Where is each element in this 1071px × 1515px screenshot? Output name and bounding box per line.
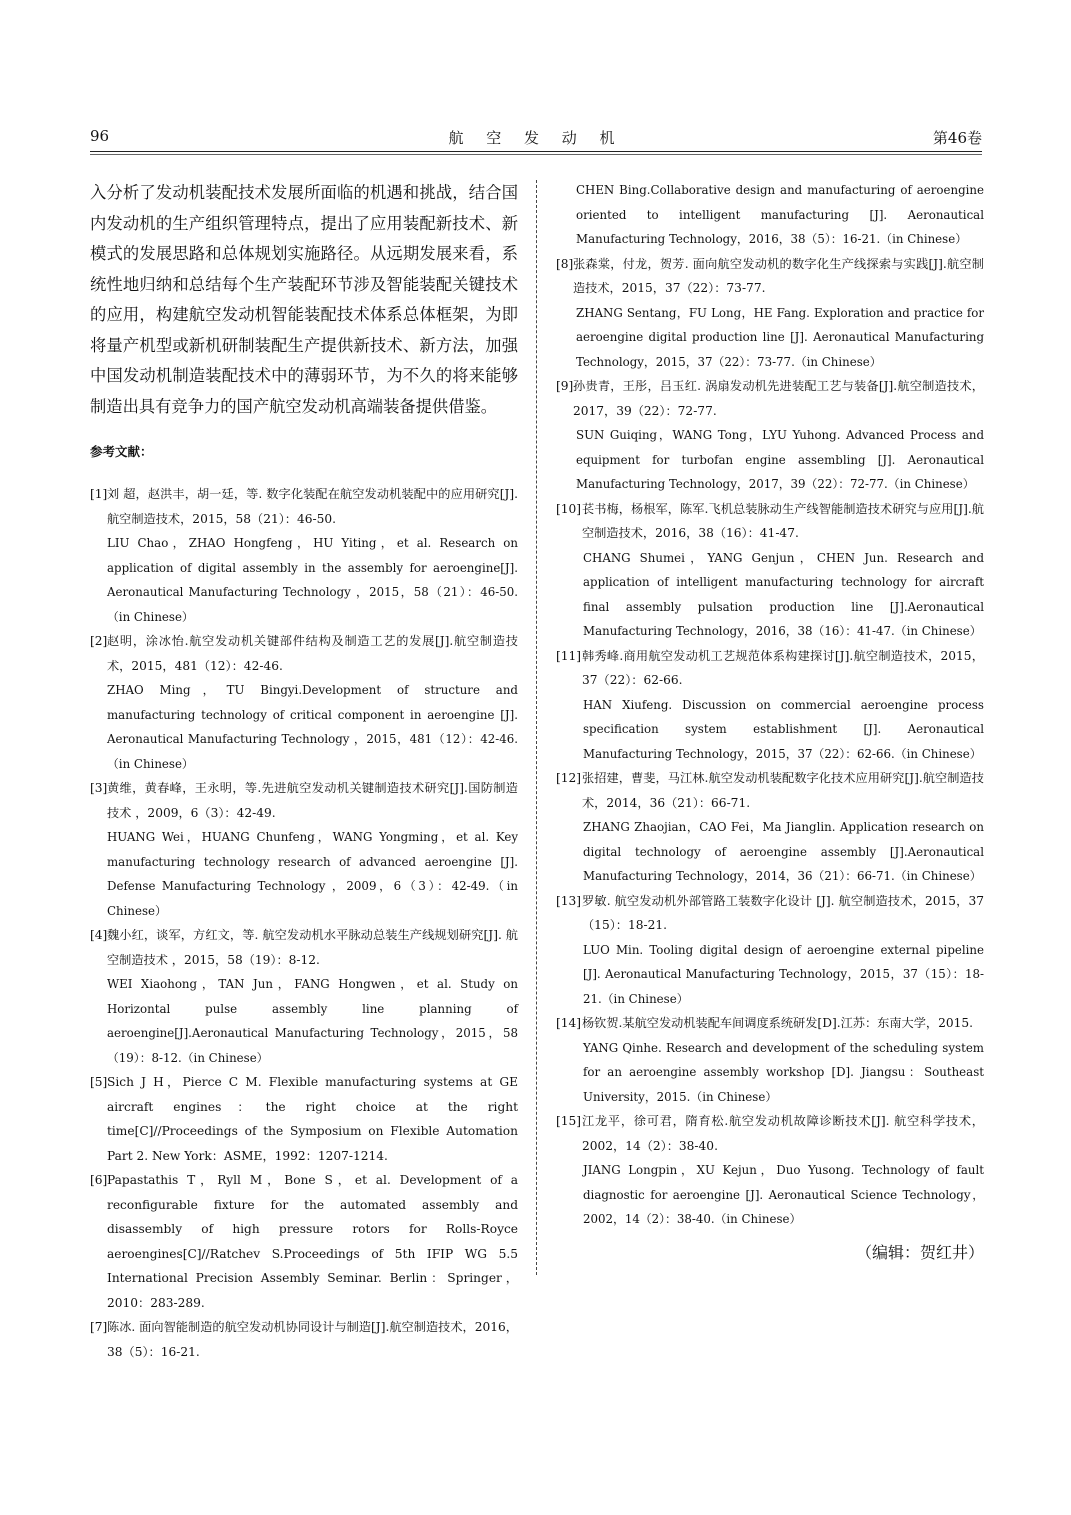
reference-number: [11]: [556, 648, 582, 663]
reference-en: WEI Xiaohong，TAN Jun，FANG Hongwen，et al. Study on Horizontal pulse assembly line planning of aeroengine[J].Aeronautical Manufacturing Technology，2015，58（19）：8-12.（in Chinese）: [107, 977, 518, 1065]
reference-item: [556, 1011, 984, 1109]
reference-cn: 江龙平，徐可君，隋育松.航空发动机故障诊断技术[J]. 航空科学技术，2002，14（2）：38-40.: [582, 1114, 984, 1153]
reference-en: SUN Guiqing，WANG Tong，LYU Yuhong. Advanced Process and equipment for turbofan engine assembling [J]. Aeronautical Manufacturing Technology，2017，39（22）：72-77.（in Chinese）: [576, 428, 984, 491]
reference-number: [8]: [556, 256, 574, 271]
reference-continuation: [556, 178, 984, 252]
reference-cn: 孙贵青，王彤，吕玉红. 涡扇发动机先进装配工艺与装备[J].航空制造技术，2017，39（22）：72-77.: [573, 379, 984, 418]
reference-en: ZHANG Sentang，FU Long，HE Fang. Exploration and practice for aeroengine digital production line [J]. Aeronautical Manufacturing Technology，2015，37（22）：73-77.（in Chinese）: [576, 305, 984, 369]
reference-number: [12]: [556, 771, 582, 785]
reference-en: CHANG Shumei，YANG Genjun，CHEN Jun. Research and application of intelligent manufacturing technology for aircraft final assembly pulsation production line [J].Aeronautical Manufacturing Technology，2016，38（16）：41-47.（in Chinese）: [583, 550, 984, 638]
reference-item: [90, 1168, 518, 1315]
reference-cn: 张森棠，付龙，贺芳. 面向航空发动机的数字化生产线探索与实践[J].航空制造技术，2015，37（22）：73-77.: [573, 256, 984, 295]
reference-number: [10]: [556, 501, 582, 516]
reference-item: [90, 629, 518, 776]
reference-number: [3]: [90, 781, 108, 795]
reference-number: [5]: [90, 1075, 108, 1089]
right-column: [556, 178, 984, 1263]
reference-item: [556, 497, 984, 644]
reference-item: [90, 1070, 518, 1168]
reference-cn: 张招建，曹斐，马江林.航空发动机装配数字化技术应用研究[J].航空制造技术，2014，36（21）：66-71.: [582, 771, 984, 810]
reference-item: [556, 252, 984, 375]
reference-item: [90, 1315, 518, 1364]
reference-number: [13]: [556, 893, 582, 908]
reference-en: JIANG Longpin，XU Kejun，Duo Yusong. Technology of fault diagnostic for aeroengine [J]. Aeronautical Science Technology，2002，14（2）：38-40.（in Chinese）: [583, 1163, 984, 1226]
reference-en: HUANG Wei，HUANG Chunfeng，WANG Yongming，et al. Key manufacturing technology research of advanced aeroengine [J]. Defense Manufacturing Technology ，2009，6（3）：42-49.（in Chinese）: [107, 830, 518, 918]
running-header: [90, 127, 982, 151]
reference-item: [556, 766, 984, 889]
reference-number: [9]: [556, 379, 574, 393]
page-number: 96: [90, 127, 110, 145]
body-paragraph: 入分析了发动机装配技术发展所面临的机遇和挑战，结合国内发动机的生产组织管理特点，提出了应用装配新技术、新模式的发展思路和总体规划实施路径。从远期发展来看，系统性地归纳和总结每个生产装配环节涉及智能装配关键技术的应用，构建航空发动机智能装配技术体系总体框架，为即将量产机型或新机研制装配生产提供新技术、新方法，加强中国发动机制造装配技术中的薄弱环节，为不久的将来能够制造出具有竞争力的国产航空发动机高端装备提供借鉴。: [90, 183, 518, 416]
reference-cn: 陈冰. 面向智能制造的航空发动机协同设计与制造[J].航空制造技术，2016，38（5）：16-21.: [107, 1320, 518, 1359]
reference-en: YANG Qinhe. Research and development of the scheduling system for an aeroengine assembly workshop [D]. Jiangsu：Southeast University，2015.（in Chinese）: [583, 1040, 984, 1104]
reference-item: [556, 374, 984, 497]
reference-cn: 刘 超，赵洪丰，胡一廷，等. 数字化装配在航空发动机装配中的应用研究[J].航空制造技术，2015，58（21）：46-50.: [107, 487, 518, 526]
reference-cn: 黄维，黄春峰，王永明，等.先进航空发动机关键制造技术研究[J].国防制造技术 ，2009，6（3）：42-49.: [107, 781, 518, 820]
reference-en: LUO Min. Tooling digital design of aeroengine external pipeline [J]. Aeronautical Manufacturing Technology，2015，37（15）：18-21.（in Chinese）: [583, 942, 984, 1006]
reference-en: ZHANG Zhaojian，CAO Fei，Ma Jianglin. Application research on digital technology of aeroengine assembly [J].Aeronautical Manufacturing Technology，2014，36（21）：66-71.（in Chinese）: [583, 820, 984, 883]
reference-item: [556, 1109, 984, 1232]
reference-en: CHEN Bing.Collaborative design and manufacturing of aeroengine oriented to intelligent manufacturing [J]. Aeronautical Manufacturing Technology，2016，38（5）：16-21.（in Chinese）: [576, 183, 984, 246]
header-rule: [90, 151, 982, 152]
reference-number: [2]: [90, 634, 108, 648]
reference-cn: 赵明，涂冰怡.航空发动机关键部件结构及制造工艺的发展[J].航空制造技术，2015，481（12）：42-46.: [107, 634, 518, 673]
reference-number: [15]: [556, 1114, 582, 1128]
journal-title: 航 空 发 动 机: [448, 129, 624, 147]
reference-text: Papastathis T，Ryll M，Bone S，et al. Development of a reconfigurable fixture for the automated assembly and disassembly of high pressure rotors for Rolls-Royce aeroengines[C]//Ratchev S.Proceedings of 5th IFIP WG 5.5 International Precision Assembly Seminar. Berlin：Springer，2010：283-289.: [107, 1173, 518, 1310]
header-rule-thin: [90, 154, 982, 155]
references-heading: 参考文献：: [90, 444, 153, 459]
reference-text: Sich J H，Pierce C M. Flexible manufacturing systems at GE aircraft engines：the right choice at the right time[C]//Proceedings of the Symposium on Flexible Automation Part 2. New York：ASME，1992：1207-1214.: [107, 1075, 518, 1163]
reference-en: LIU Chao，ZHAO Hongfeng，HU Yiting，et al. Research on application of digital assembly in the assembly for aeroengine[J]. Aeronautical Manufacturing Technology ，2015，58（21）：46-50.（in Chinese）: [107, 536, 518, 624]
reference-item: [90, 923, 518, 1070]
reference-cn: 魏小红，谈军，方红文，等. 航空发动机水平脉动总装生产线规划研究[J]. 航空制造技术 ，2015，58（19）：8-12.: [107, 928, 518, 967]
reference-item: [90, 776, 518, 923]
reference-cn: 杨钦贺.某航空发动机装配车间调度系统研发[D].江苏：东南大学，2015.: [582, 1016, 973, 1030]
volume-label: 第46卷: [932, 129, 982, 147]
column-divider: [536, 180, 537, 1275]
reference-cn: 韩秀峰.商用航空发动机工艺规范体系构建探讨[J].航空制造技术，2015，37（22）：62-66.: [582, 648, 984, 687]
reference-number: [4]: [90, 928, 108, 942]
reference-number: [7]: [90, 1320, 108, 1334]
reference-en: ZHAO Ming，TU Bingyi.Development of structure and manufacturing technology of critical component in aeroengine [J]. Aeronautical Manufacturing Technology ，2015，481（12）：42-46.（in Chinese）: [107, 683, 518, 771]
reference-item: [90, 482, 518, 629]
reference-cn: 苌书梅，杨根军，陈军.飞机总装脉动生产线智能制造技术研究与应用[J].航空制造技术，2016，38（16）：41-47.: [582, 501, 984, 540]
reference-number: [14]: [556, 1016, 582, 1030]
reference-item: [556, 644, 984, 767]
reference-cn: 罗敏. 航空发动机外部管路工装数字化设计 [J]. 航空制造技术，2015，37（15）：18-21.: [582, 893, 984, 932]
left-column: [90, 178, 518, 1364]
reference-en: HAN Xiufeng. Discussion on commercial aeroengine process specification system establishment [J]. Aeronautical Manufacturing Technology，2015，37（22）：62-66.（in Chinese）: [583, 697, 984, 761]
reference-number: [6]: [90, 1173, 108, 1187]
reference-item: [556, 889, 984, 1012]
reference-number: [1]: [90, 487, 108, 501]
editor-credit: （编辑：贺红井）: [855, 1242, 984, 1262]
